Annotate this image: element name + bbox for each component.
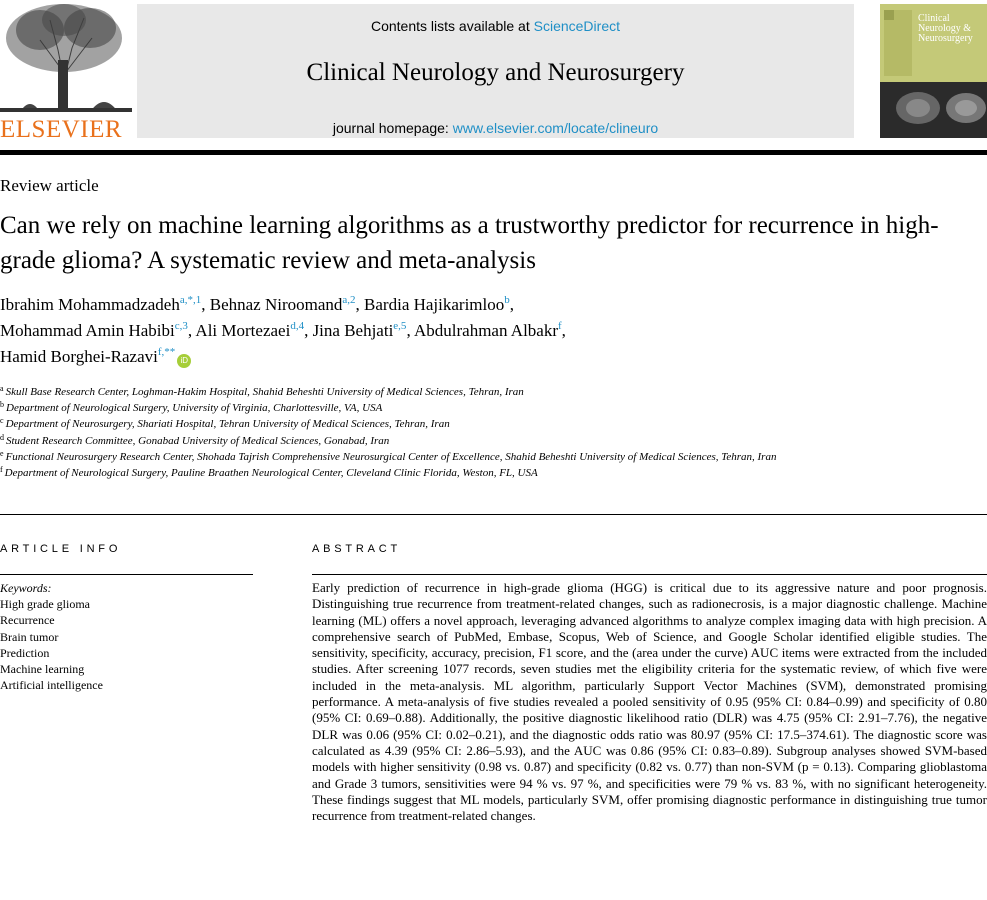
abstract-rule — [312, 574, 987, 575]
affiliation-item: $^e$ Functional Neurosurgery Research Center, Shohada Tajrish Comprehensive Neurosurgical Center of Excellence, Shahid Beheshti University of Medical Sciences, Tehran, Iran — [0, 448, 777, 463]
author[interactable]: Bardia Hajikarimloo$^b$, — [364, 294, 515, 314]
affiliation-item: $^d$ Student Research Committee, Gonabad University of Medical Sciences, Gonabad, Iran — [0, 432, 390, 447]
author[interactable]: Ibrahim Mohammadzadeh$^{a,*,1}$, — [0, 294, 210, 314]
article-info-rule — [0, 574, 253, 575]
author-affil-link[interactable]: f,** — [157, 346, 176, 358]
orcid-icon[interactable]: iD — [177, 354, 191, 368]
author[interactable]: Jina Behjati$^{e,5}$, — [312, 320, 414, 340]
author-affil-link[interactable]: d,4 — [290, 320, 305, 332]
journal-header — [137, 4, 854, 138]
journal-cover[interactable] — [880, 4, 987, 138]
sciencedirect-link[interactable]: ScienceDirect — [533, 18, 620, 34]
author-affil-link[interactable]: f — [558, 320, 562, 332]
keyword: Artificial intelligence — [0, 678, 103, 693]
keyword: Machine learning — [0, 662, 85, 677]
article-type: Review article — [0, 176, 99, 195]
article-info-heading: ARTICLE INFO — [0, 543, 122, 555]
keyword: Brain tumor — [0, 629, 59, 644]
abstract-text: Early prediction of recurrence in high-grade glioma (HGG) is critical due to its aggressive nature and poor prognosis. Distinguishing true recurrence from treatment-related changes, such as radionecrosis, is a major diagnostic challenge. Machine learning (ML) offers a novel approach, leveraging advanced algorithms to analyze complex imaging data with high precision. A comprehensive search of PubMed, Embase, Scopus, Web of Science, and Google Scholar identified eligible studies. The sensitivity, specificity, accuracy, precision, F1 score, and the (area under the curve) AUC items were extracted from the included studies. After screening 1077 records, seven studies met the eligibility criteria for the systematic review, of which five were included in the meta-analysis. ML algorithm, particularly Support Vector Machines (SVM), demonstrated promising performance. A meta-analysis of five studies revealed a pooled sensitivity of 0.95 (95% CI: 0.84–0.99) and specificity of 0.80 (95% CI: 0.69–0.88). Additionally, the positive diagnostic likelihood ratio (DLR) was 4.75 (95% CI: 2.91–7.76), the negative DLR was 0.06 (95% CI: 0.02–0.21), and the diagnostic odds ratio was 80.97 (95% CI: 17.5–374.61). The diagnostic score was calculated as 4.39 (95% CI: 2.86–5.93), and the AUC was 0.86 (95% CI: 0.83–0.89). Subgroup analyses showed SVM-based models with higher sensitivity (0.98 vs. 0.87) and specificity (0.82 vs. 0.77) than non-SVM (p = 0.13). Comparing glioblastoma and Grade 3 tumors, sensitivities were 94 % vs. 97 %, and specificities were 79 % vs. 83 %, with no significant heterogeneity. These findings suggest that ML models, particularly SVM, offer promising diagnostic performance in distinguishing true tumor recurrence from treatment-related changes. — [312, 580, 987, 824]
author[interactable]: Hamid Borghei-Razavi$^{f,**}$ — [0, 346, 176, 366]
article-title: Can we rely on machine learning algorithms as a trustworthy predictor for recurrence in high-grade glioma? A systematic review and meta-analysis — [0, 212, 939, 274]
author-affil-link[interactable]: e,5 — [393, 320, 407, 332]
keyword: Recurrence — [0, 613, 55, 628]
author-list — [0, 292, 970, 370]
affiliation-item: $^b$ Department of Neurological Surgery, University of Virginia, Charlottesville, VA, USA — [0, 400, 383, 415]
contents-line: Contents lists available at ScienceDirect — [370, 18, 620, 34]
section-divider — [0, 514, 987, 515]
keywords-label: Keywords: — [0, 581, 52, 595]
abstract-heading: ABSTRACT — [312, 543, 402, 555]
cover-title: Clinical Neurology & Neurosurgery — [918, 13, 973, 44]
author[interactable]: Abdulrahman Albakr$^f$, — [414, 320, 566, 340]
author-affil-link[interactable]: b — [504, 294, 510, 306]
keywords — [0, 580, 103, 693]
author-affil-link[interactable]: a,*,1 — [179, 294, 202, 306]
author[interactable]: Mohammad Amin Habibi$^{c,3}$, — [0, 320, 196, 340]
affiliation-item: $^c$ Department of Neurosurgery, Shariati Hospital, Tehran University of Medical Sciences, Tehran, Iran — [0, 416, 450, 431]
author[interactable]: Ali Mortezaei$^{d,4}$, — [195, 320, 313, 340]
author[interactable]: Behnaz Niroomand$^{a,2}$, — [209, 294, 365, 314]
journal-title: Clinical Neurology and Neurosurgery — [306, 59, 685, 86]
publisher-name: ELSEVIER — [0, 116, 123, 143]
homepage-line: journal homepage: www.elsevier.com/locate/clineuro — [332, 120, 659, 136]
homepage-link[interactable]: www.elsevier.com/locate/clineuro — [452, 120, 659, 136]
author-affil-link[interactable]: a,2 — [342, 294, 356, 306]
elsevier-tree-icon — [0, 0, 132, 116]
keyword: High grade glioma — [0, 597, 90, 612]
author-affil-link[interactable]: c,3 — [174, 320, 188, 332]
affiliations — [0, 384, 860, 481]
keyword: Prediction — [0, 645, 50, 660]
header-divider — [0, 150, 987, 155]
affiliation-item: $^f$ Department of Neurological Surgery, Pauline Braathen Neurological Center, Cleveland Clinic Florida, Weston, FL, USA — [0, 465, 538, 480]
affiliation-item: $^a$ Skull Base Research Center, Loghman-Hakim Hospital, Shahid Beheshti University of Medical Sciences, Tehran, Iran — [0, 384, 524, 398]
